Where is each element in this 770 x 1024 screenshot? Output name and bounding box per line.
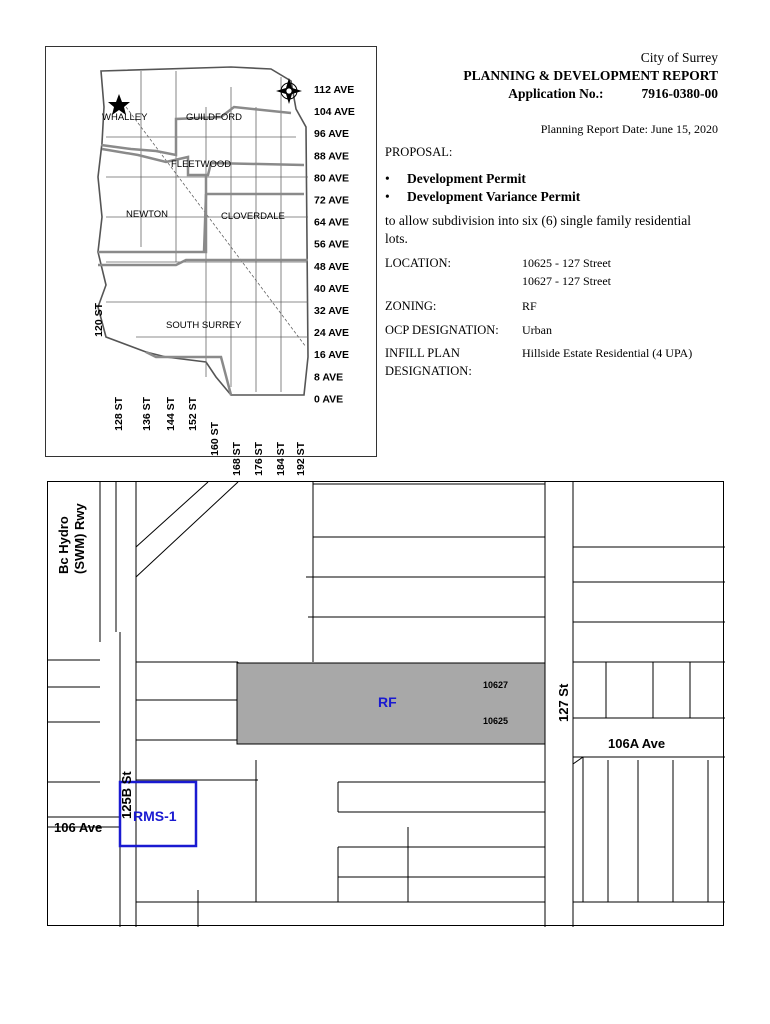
rail-label-line-1: Bc Hydro bbox=[56, 516, 71, 574]
lot-10625-label: 10625 bbox=[483, 716, 509, 726]
ocp-row bbox=[385, 321, 720, 339]
district-guildford: GUILDFORD bbox=[186, 112, 242, 123]
ocp-value: Urban bbox=[522, 323, 552, 337]
lot-10627-label: 10627 bbox=[483, 680, 509, 690]
application-number: 7916-0380-00 bbox=[641, 86, 718, 101]
district-newton: NEWTON bbox=[126, 209, 169, 220]
zoning-label: ZONING: bbox=[385, 299, 437, 313]
bullet-icon: • bbox=[385, 189, 390, 204]
avenue-label: 24 AVE bbox=[314, 327, 350, 340]
avenue-label: 16 AVE bbox=[314, 349, 350, 362]
avenue-label: 64 AVE bbox=[314, 216, 350, 229]
proposal-item bbox=[385, 170, 580, 188]
zoning-value: RF bbox=[522, 299, 537, 313]
key-map bbox=[45, 46, 377, 476]
district-fleetwood: FLEETWOOD bbox=[171, 159, 232, 170]
street-label: 176 ST bbox=[253, 442, 265, 476]
avenue-label: 88 AVE bbox=[314, 150, 350, 163]
avenue-label: 40 AVE bbox=[314, 282, 350, 295]
avenue-label: 96 AVE bbox=[314, 128, 350, 141]
avenue-label: 48 AVE bbox=[314, 260, 350, 273]
street-127-label: 127 St bbox=[556, 683, 571, 722]
zoning-row bbox=[385, 297, 720, 315]
street-label: 160 ST bbox=[209, 422, 221, 456]
location-row bbox=[385, 254, 720, 290]
infill-label-line-2: DESIGNATION: bbox=[385, 364, 472, 378]
proposal-list bbox=[385, 170, 580, 206]
site-map-graphic bbox=[48, 482, 725, 927]
location-address-1: 10625 - 127 Street bbox=[522, 256, 611, 270]
infill-label-line-1: INFILL PLAN bbox=[385, 346, 460, 360]
application-label: Application No.: bbox=[508, 86, 604, 101]
report-title: PLANNING & DEVELOPMENT REPORT bbox=[463, 68, 718, 83]
ocp-label: OCP DESIGNATION: bbox=[385, 323, 499, 337]
proposal-item-label: Development Variance Permit bbox=[407, 189, 581, 204]
zone-rf-label: RF bbox=[378, 694, 397, 710]
street-label: 144 ST bbox=[165, 397, 177, 431]
application-line bbox=[440, 85, 718, 103]
proposal-item bbox=[385, 188, 580, 206]
street-label: 152 ST bbox=[187, 397, 199, 431]
infill-label bbox=[385, 344, 522, 380]
street-label: 120 ST bbox=[93, 303, 105, 337]
avenue-label: 72 AVE bbox=[314, 194, 350, 207]
site-map bbox=[47, 481, 724, 926]
zone-rms-1-label: RMS-1 bbox=[133, 808, 177, 824]
avenue-label: 104 AVE bbox=[314, 106, 355, 119]
avenue-label: 56 AVE bbox=[314, 238, 350, 251]
report-header bbox=[440, 49, 718, 103]
street-label: 192 ST bbox=[295, 442, 307, 476]
location-address-2: 10627 - 127 Street bbox=[522, 274, 611, 288]
proposal-item-label: Development Permit bbox=[407, 171, 526, 186]
proposal-description: to allow subdivision into six (6) single family residential lots. bbox=[385, 213, 691, 246]
avenue-106a-label: 106A Ave bbox=[608, 736, 666, 751]
infill-row bbox=[385, 344, 720, 380]
street-label: 168 ST bbox=[231, 442, 243, 476]
district-cloverdale: CLOVERDALE bbox=[221, 211, 285, 222]
street-label: 128 ST bbox=[113, 397, 125, 431]
location-label: LOCATION: bbox=[385, 256, 451, 270]
report-date: Planning Report Date: June 15, 2020 bbox=[540, 122, 718, 136]
proposal-label: PROPOSAL: bbox=[385, 145, 453, 159]
key-map-graphic bbox=[46, 47, 378, 476]
bullet-icon: • bbox=[385, 171, 390, 186]
rail-label-line-2: (SWM) Rwy bbox=[72, 503, 87, 574]
avenue-label: 80 AVE bbox=[314, 172, 350, 185]
city-name: City of Surrey bbox=[640, 50, 718, 65]
street-label: 184 ST bbox=[275, 442, 287, 476]
avenue-label: 8 AVE bbox=[314, 371, 344, 384]
district-south-surrey: SOUTH SURREY bbox=[166, 320, 242, 331]
district-whalley: WHALLEY bbox=[102, 112, 148, 123]
avenue-106-label: 106 Ave bbox=[54, 820, 103, 835]
infill-value: Hillside Estate Residential (4 UPA) bbox=[522, 346, 693, 360]
location-value bbox=[522, 254, 720, 290]
street-label: 136 ST bbox=[141, 397, 153, 431]
avenue-label: 32 AVE bbox=[314, 305, 350, 317]
avenue-label: 0 AVE bbox=[314, 393, 344, 406]
street-125b-label: 125B St bbox=[119, 771, 134, 819]
avenue-label: 112 AVE bbox=[314, 84, 355, 96]
